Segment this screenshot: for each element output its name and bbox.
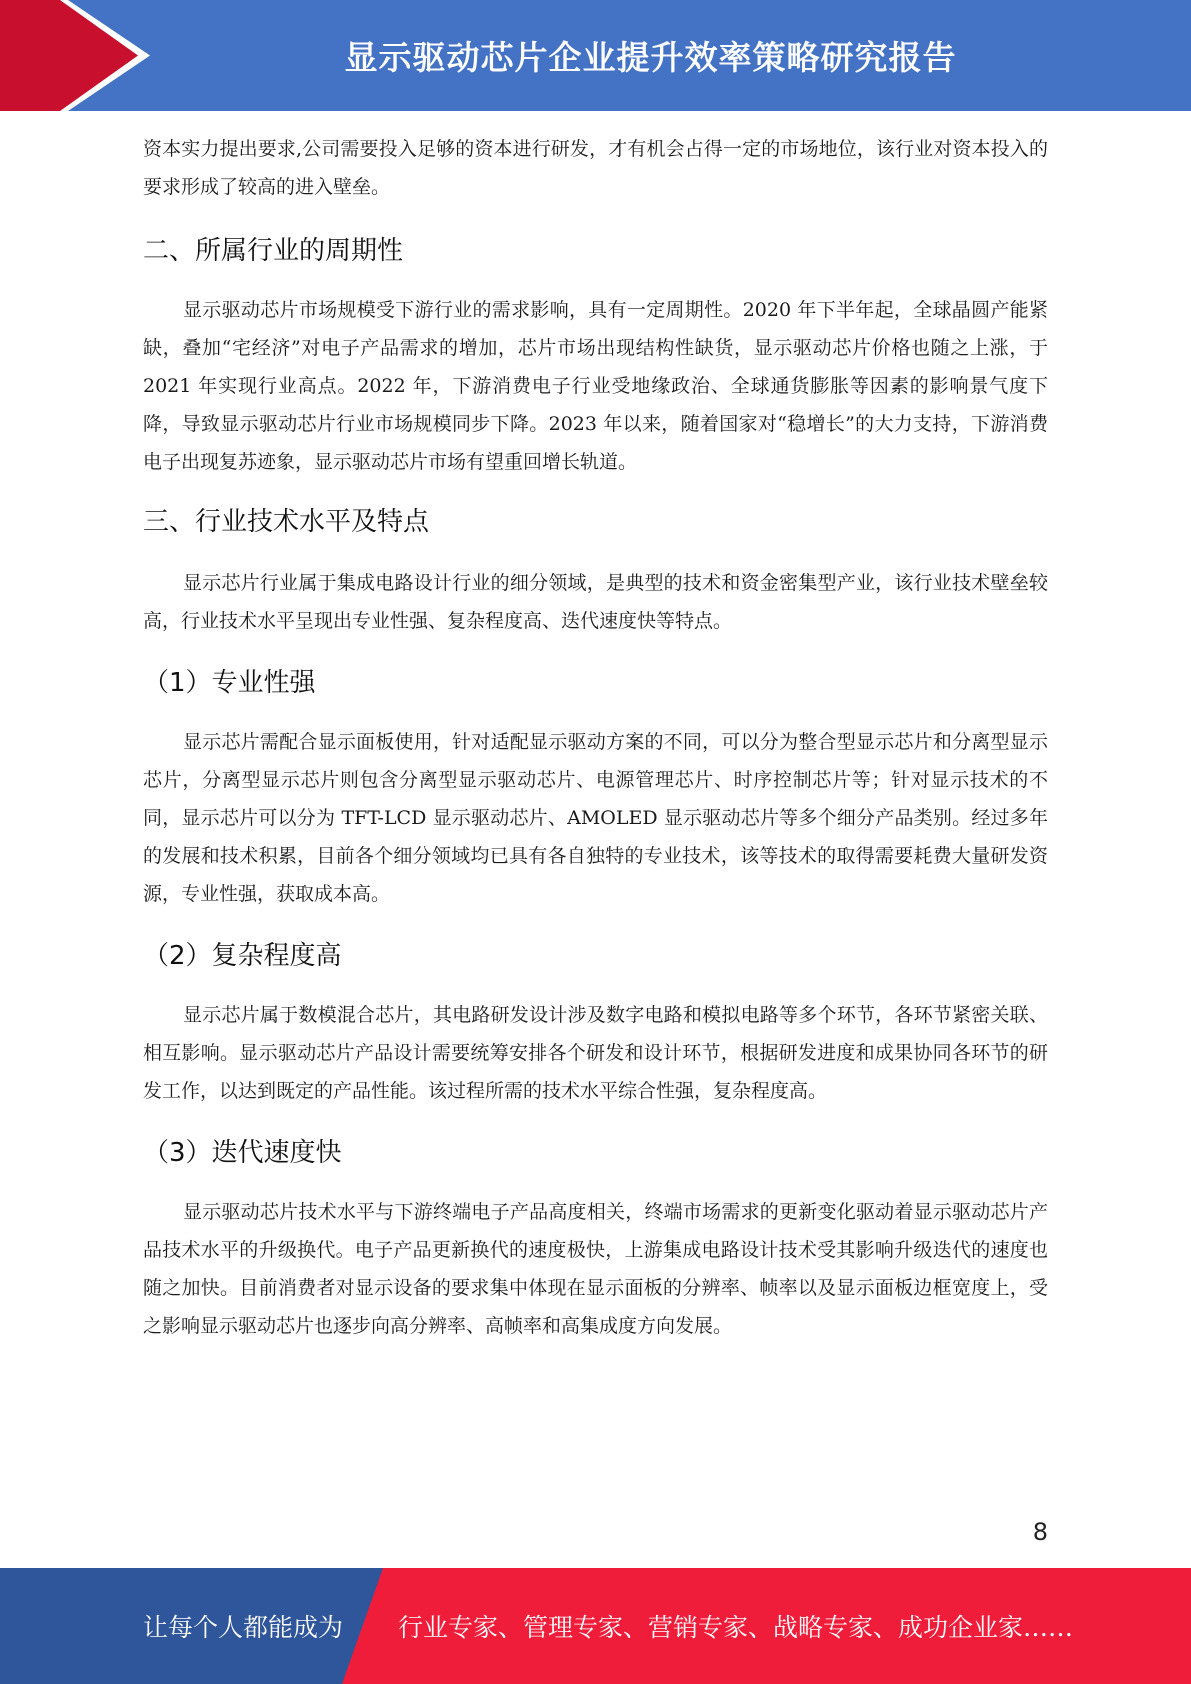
paragraph-cyclicality: 显示驱动芯片市场规模受下游行业的需求影响，具有一定周期性。2020 年下半年起，全球晶圆产能紧缺，叠加“宅经济”对电子产品需求的增加，芯片市场出现结构性缺货，显示驱动芯片价格也随之上涨，于 2021 年实现行业高点。2022 年，下游消费电子行业受地缘政治、全球通货膨胀等因素的影响景气度下降，导致显示驱动芯片行业市场规模同步下降。2023 年以来，随着国家对“稳增长”的大力支持，下游消费电子出现复苏迹象，显示驱动芯片市场有望重回增长轨道。	[143, 299, 1048, 473]
page-body	[143, 130, 1048, 1345]
subheading-iteration-speed: （3）迭代速度快	[143, 1138, 342, 1168]
page-header	[0, 0, 1191, 111]
report-title: 显示驱动芯片企业提升效率策略研究报告	[344, 38, 957, 77]
footer-slogan-left: 让每个人都能成为	[143, 1613, 344, 1642]
paragraph-capital-barrier: 资本实力提出要求,公司需要投入足够的资本进行研发，才有机会占得一定的市场地位，该行业对资本投入的要求形成了较高的进入壁垒。	[143, 138, 1048, 198]
section-heading-cyclicality: 二、所属行业的周期性	[143, 236, 404, 266]
subheading-specialization: （1）专业性强	[143, 668, 316, 698]
arrow-decoration-icon	[0, 0, 160, 111]
section-heading-technology: 三、行业技术水平及特点	[143, 507, 430, 537]
subheading-complexity: （2）复杂程度高	[143, 941, 342, 971]
page-number: 8	[1032, 1518, 1048, 1546]
page-footer	[0, 1568, 1191, 1684]
footer-slogan-right: 行业专家、管理专家、营销专家、战略专家、成功企业家……	[398, 1613, 1074, 1642]
paragraph-complexity: 显示芯片属于数模混合芯片，其电路研发设计涉及数字电路和模拟电路等多个环节，各环节紧密关联、相互影响。显示驱动芯片产品设计需要统筹安排各个研发和设计环节，根据研发进度和成果协同各环节的研发工作，以达到既定的产品性能。该过程所需的技术水平综合性强，复杂程度高。	[143, 1004, 1048, 1102]
paragraph-technology: 显示芯片行业属于集成电路设计行业的细分领域，是典型的技术和资金密集型产业，该行业技术壁垒较高，行业技术水平呈现出专业性强、复杂程度高、迭代速度快等特点。	[143, 572, 1048, 632]
paragraph-iteration-speed: 显示驱动芯片技术水平与下游终端电子产品高度相关，终端市场需求的更新变化驱动着显示驱动芯片产品技术水平的升级换代。电子产品更新换代的速度极快，上游集成电路设计技术受其影响升级迭代的速度也随之加快。目前消费者对显示设备的要求集中体现在显示面板的分辨率、帧率以及显示面板边框宽度上，受之影响显示驱动芯片也逐步向高分辨率、高帧率和高集成度方向发展。	[143, 1201, 1048, 1337]
paragraph-specialization: 显示芯片需配合显示面板使用，针对适配显示驱动方案的不同，可以分为整合型显示芯片和分离型显示芯片，分离型显示芯片则包含分离型显示驱动芯片、电源管理芯片、时序控制芯片等；针对显示技术的不同，显示芯片可以分为 TFT-LCD 显示驱动芯片、AMOLED 显示驱动芯片等多个细分产品类别。经过多年的发展和技术积累，目前各个细分领域均已具有各自独特的专业技术，该等技术的取得需要耗费大量研发资源，专业性强，获取成本高。	[143, 731, 1048, 905]
